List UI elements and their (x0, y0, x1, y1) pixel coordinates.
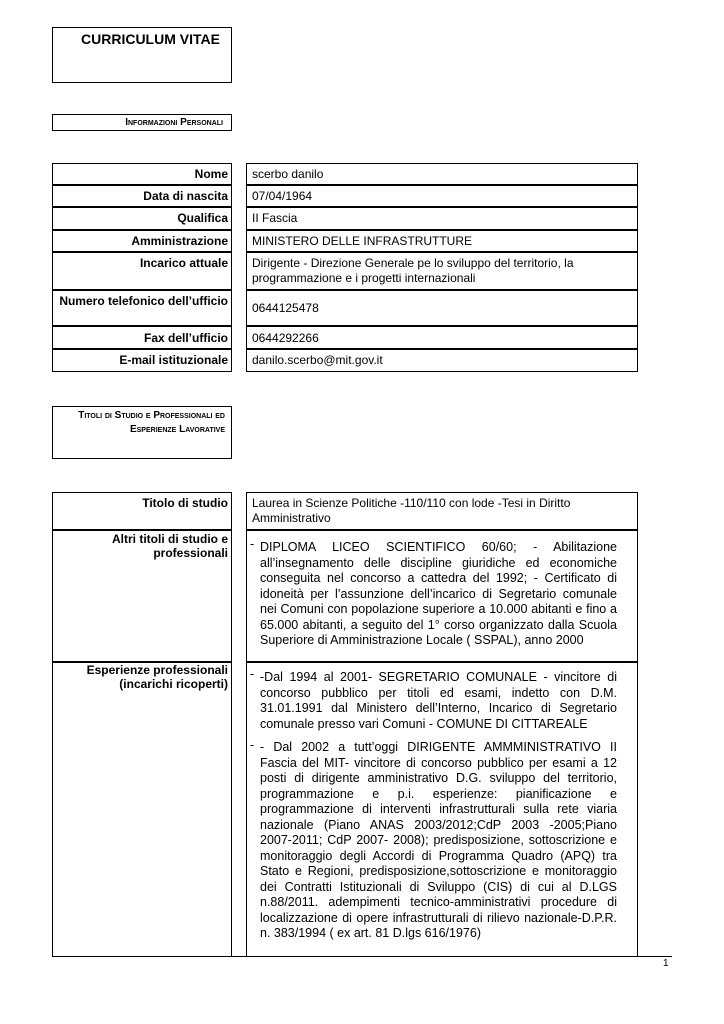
section-personal-title: Informazioni Personali (125, 117, 223, 128)
label-amministrazione: Amministrazione (52, 230, 232, 252)
label-fax: Fax dell’ufficio (52, 326, 232, 349)
label-telefono: Numero telefonico dell’ufficio (52, 290, 232, 326)
title-box (52, 27, 232, 83)
label-incarico: Incarico attuale (52, 252, 232, 290)
value-nome: scerbo danilo (246, 163, 638, 185)
label-altri-titoli: Altri titoli di studio e professionali (52, 530, 232, 662)
value-fax: 0644292266 (246, 326, 638, 349)
bullet-dash: - (250, 738, 255, 752)
label-nome: Nome (52, 163, 232, 185)
value-data-nascita: 07/04/1964 (246, 185, 638, 207)
bullet-dash: - (250, 537, 255, 551)
value-qualifica: II Fascia (246, 207, 638, 230)
section-titles-heading (52, 406, 232, 459)
label-email: E-mail istituzionale (52, 349, 232, 372)
value-titolo-studio: Laurea in Scienze Politiche -110/110 con lode -Tesi in Diritto Amministrativo (246, 492, 638, 530)
page-number: 1 (663, 958, 669, 969)
value-telefono: 0644125478 (246, 290, 638, 326)
value-incarico: Dirigente - Direzione Generale pe lo sviluppo del territorio, la programmazione e i progetti internazionali (246, 252, 638, 290)
label-data-nascita: Data di nascita (52, 185, 232, 207)
page-title: CURRICULUM VITAE (81, 31, 220, 47)
section-titles-title: Titoli di Studio e Professionali ed Esperienze Lavorative (78, 410, 225, 435)
label-qualifica: Qualifica (52, 207, 232, 230)
esperienza-item-2: - Dal 2002 a tutt’oggi DIRIGENTE AMMMINISTRATIVO II Fascia del MIT- vincitore di concorso pubblico per esami a 12 posti di dirigente amministrativo D.G. sviluppo del territorio, programmazione e p.i. esperienze: pianificazione e programmazione di interventi infrastrutturali sulla rete viaria nazionale (Piano ANAS 2003/2012;CdP 2003 -2005;Piano 2007-2011; CdP 2007- 2008); predisposizione, sottoscrizione e monitoraggio degli Accordi di Programma Quadro (APQ) tra Stato e Regioni, predisposizione,sottoscrizione e monitoraggio dei Contratti Istituzionali di Sviluppo (CIS) di cui al D.LGS n.88/2011. adempimenti tecnico-amministrativi procedure di localizzazione di opere infrastrutturali di rilievo nazionale-D.P.R. n. 383/1994 ( ex art. 81 D.lgs 616/1976) (260, 740, 617, 940)
esperienza-item-1: -Dal 1994 al 2001- SEGRETARIO COMUNALE - vincitore di concorso pubblico per titoli ed esami, indetto con D.M. 31.01.1991 dal Ministero dell’Interno, Incarico di Segretario comunale presso vari Comuni - COMUNE DI CITTAREALE (260, 670, 617, 731)
label-titolo-studio: Titolo di studio (52, 492, 232, 530)
section-personal-heading (52, 114, 232, 131)
label-esperienze: Esperienze professionali (incarichi ricoperti) (52, 662, 232, 956)
bullet-dash: - (250, 667, 255, 681)
value-amministrazione: MINISTERO DELLE INFRASTRUTTURE (246, 230, 638, 252)
footer-divider (52, 956, 672, 957)
altri-titoli-text: DIPLOMA LICEO SCIENTIFICO 60/60; - Abilitazione all’insegnamento delle discipline giuridiche ed economiche conseguita nel concorso a cattedra del 1992; - Certificato di idoneità per l’assunzione dell’incarico di Segretario comunale nei Comuni con popolazione superiore a 10.000 abitanti e fino a 65.000 abitanti, a seguito del 1° corso organizzato dalla Scuola Superiore di Amministrazione Locale ( SSPAL), anno 2000 (260, 540, 617, 647)
value-email: danilo.scerbo@mit.gov.it (246, 349, 638, 372)
